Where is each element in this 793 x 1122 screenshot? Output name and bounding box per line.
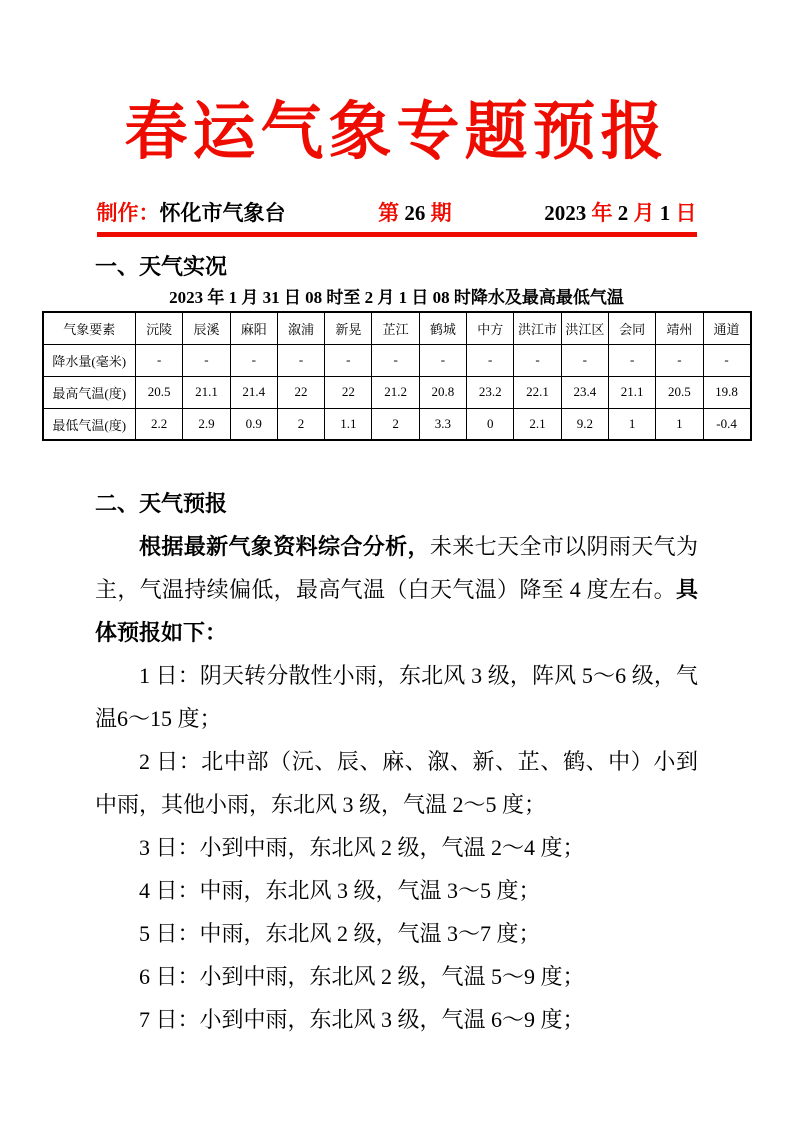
date-month: 2 xyxy=(617,201,629,226)
table-cell: 2 xyxy=(277,408,324,440)
table-corner-header: 气象要素 xyxy=(43,312,136,344)
table-cell: 23.2 xyxy=(467,376,514,408)
station-column-header: 洪江区 xyxy=(561,312,608,344)
table-cell: - xyxy=(419,344,466,376)
forecast-intro-tail: 具体预报如下： xyxy=(95,577,698,646)
table-cell: - xyxy=(703,344,750,376)
forecast-day-1: 1 日：阴天转分散性小雨，东北风 3 级，阵风 5～6 级，气温6～15 度； xyxy=(95,663,698,732)
table-cell: - xyxy=(561,344,608,376)
table-cell: - xyxy=(467,344,514,376)
forecast-day-5: 5 日：中雨，东北风 2 级，气温 3～7 度； xyxy=(139,921,541,947)
table-row xyxy=(43,376,751,408)
station-column-header: 通道 xyxy=(703,312,750,344)
station-column-header: 靖州 xyxy=(656,312,703,344)
table-cell: 20.5 xyxy=(136,376,183,408)
forecast-intro-body: 未来七天全市以阴雨天气为主，气温持续偏低，最高气温（白天气温）降至 4 度左右。 xyxy=(95,534,698,603)
issue-number xyxy=(378,197,452,227)
table-cell: -0.4 xyxy=(703,408,750,440)
station-column-header: 沅陵 xyxy=(136,312,183,344)
table-cell: 0.9 xyxy=(230,408,277,440)
table-cell: 21.1 xyxy=(608,376,655,408)
forecast-section xyxy=(0,489,793,1041)
date-month-unit: 月 xyxy=(628,201,660,226)
date-day: 1 xyxy=(659,201,671,226)
station-column-header: 麻阳 xyxy=(230,312,277,344)
station-column-header: 鹤城 xyxy=(419,312,466,344)
date-day-unit: 日 xyxy=(670,201,697,226)
table-cell: 1 xyxy=(608,408,655,440)
row-label: 最低气温(度) xyxy=(43,408,136,440)
table-cell: 22 xyxy=(277,376,324,408)
table-cell: 21.2 xyxy=(372,376,419,408)
table-cell: 0 xyxy=(467,408,514,440)
table-cell: 2.2 xyxy=(136,408,183,440)
publish-date xyxy=(544,197,696,227)
issue-value: 26 xyxy=(399,201,431,226)
row-label: 降水量(毫米) xyxy=(43,344,136,376)
table-cell: 21.1 xyxy=(183,376,230,408)
table-row xyxy=(43,408,751,440)
section-2-heading: 二、天气预报 xyxy=(95,491,228,517)
table-cell: 2.1 xyxy=(514,408,561,440)
table-cell: 22.1 xyxy=(514,376,561,408)
forecast-day-7: 7 日：小到中雨，东北风 3 级，气温 6～9 度； xyxy=(139,1007,585,1033)
table-cell: - xyxy=(656,344,703,376)
table-cell: - xyxy=(514,344,561,376)
forecast-intro xyxy=(95,525,698,654)
table-header-row xyxy=(43,312,751,344)
table-cell: - xyxy=(230,344,277,376)
forecast-day-2: 2 日：北中部（沅、辰、麻、溆、新、芷、鹤、中）小到中雨，其他小雨，东北风 3 级，气温 2～5 度； xyxy=(95,749,698,818)
table-cell: 20.5 xyxy=(656,376,703,408)
weather-table xyxy=(42,311,752,441)
section-1-heading: 一、天气实况 xyxy=(95,254,228,280)
producer-value: 怀化市气象台 xyxy=(159,201,286,226)
weather-table-wrap xyxy=(42,311,752,441)
table-cell: 20.8 xyxy=(419,376,466,408)
table-cell: - xyxy=(372,344,419,376)
table-cell: 2.9 xyxy=(183,408,230,440)
table-cell: 9.2 xyxy=(561,408,608,440)
document-body xyxy=(0,252,793,309)
table-cell: 21.4 xyxy=(230,376,277,408)
table-cell: - xyxy=(325,344,372,376)
forecast-day-4: 4 日：中雨，东北风 3 级，气温 3～5 度； xyxy=(139,878,541,904)
table-cell: 1.1 xyxy=(325,408,372,440)
issue-suffix: 期 xyxy=(430,201,452,226)
station-column-header: 溆浦 xyxy=(277,312,324,344)
producer xyxy=(97,197,286,227)
table-cell: - xyxy=(608,344,655,376)
station-column-header: 会同 xyxy=(608,312,655,344)
table-cell: - xyxy=(183,344,230,376)
table-cell: 2 xyxy=(372,408,419,440)
station-column-header: 新晃 xyxy=(325,312,372,344)
table-cell: 3.3 xyxy=(419,408,466,440)
table-cell: 19.8 xyxy=(703,376,750,408)
weather-table-title: 2023 年 1 月 31 日 08 时至 2 月 1 日 08 时降水及最高最低气温 xyxy=(169,288,624,308)
table-cell: 23.4 xyxy=(561,376,608,408)
table-cell: 1 xyxy=(656,408,703,440)
forecast-day-6: 6 日：小到中雨，东北风 2 级，气温 5～9 度； xyxy=(139,964,585,990)
date-year: 2023 xyxy=(544,201,587,226)
forecast-day-3: 3 日：小到中雨，东北风 2 级，气温 2～4 度； xyxy=(139,835,585,861)
table-cell: - xyxy=(136,344,183,376)
producer-label: 制作： xyxy=(96,201,160,226)
row-label: 最高气温(度) xyxy=(43,376,136,408)
date-year-unit: 年 xyxy=(586,201,618,226)
forecast-intro-lead: 根据最新气象资料综合分析， xyxy=(139,534,430,560)
station-column-header: 洪江市 xyxy=(514,312,561,344)
document-title: 春运气象专题预报 xyxy=(124,94,669,168)
station-column-header: 中方 xyxy=(467,312,514,344)
station-column-header: 芷江 xyxy=(372,312,419,344)
station-column-header: 辰溪 xyxy=(183,312,230,344)
table-cell: 22 xyxy=(325,376,372,408)
meta-row xyxy=(97,197,697,237)
table-cell: - xyxy=(277,344,324,376)
table-row xyxy=(43,344,751,376)
issue-prefix: 第 xyxy=(378,201,400,226)
